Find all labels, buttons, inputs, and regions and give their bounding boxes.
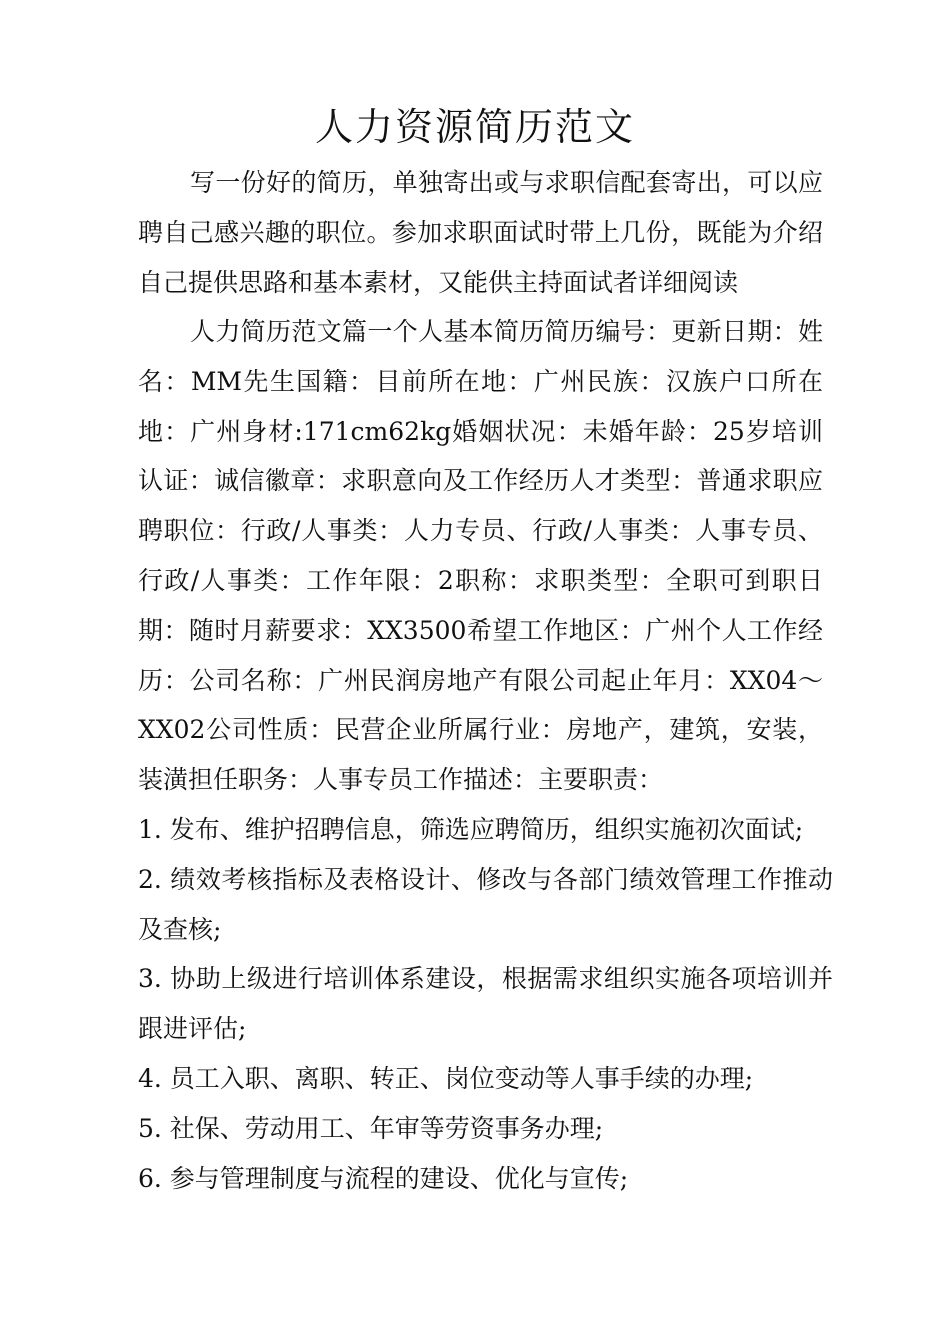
- list-item: 3. 协助上级进行培训体系建设，根据需求组织实施各项培训并跟进评估;: [138, 964, 833, 1044]
- list-item: 5. 社保、劳动用工、年审等劳资事务办理;: [138, 1113, 604, 1143]
- list-item: 1. 发布、维护招聘信息，筛选应聘简历，组织实施初次面试;: [138, 815, 804, 844]
- resume-paragraph: 人力简历范文篇一个人基本简历简历编号：更新日期：姓名：MM先生国籍：目前所在地：广州民族：汉族户口所在地：广州身材:171cm62kg婚姻状况：未婚年龄：25岁培训认证：诚信徽章：求职意向及工作经历人才类型：普通求职应聘职位：行政/人事类：人力专员、行政/人事类：人事专员、行政/人事类：工作年限：2职称：求职类型：全职可到职日期：随时月薪要求：XX3500希望工作地区：广州个人工作经历：公司名称：广州民润房地产有限公司起止年月：XX04～XX02公司性质：民营企业所属行业：房地产，建筑，安装，装潢担任职务：人事专员工作描述：主要职责：: [138, 317, 823, 795]
- duties-list: [138, 805, 833, 1203]
- list-item: 4. 员工入职、离职、转正、岗位变动等人事手续的办理;: [138, 1063, 754, 1093]
- list-item: 2. 绩效考核指标及表格设计、修改与各部门绩效管理工作推动及查核;: [138, 864, 833, 944]
- list-item: 6. 参与管理制度与流程的建设、优化与宣传;: [138, 1163, 629, 1193]
- document-title: 人力资源简历范文: [314, 105, 635, 149]
- intro-paragraph: 写一份好的简历，单独寄出或与求职信配套寄出，可以应聘自己感兴趣的职位。参加求职面试时带上几份，既能为介绍自己提供思路和基本素材，又能供主持面试者详细阅读: [138, 168, 823, 297]
